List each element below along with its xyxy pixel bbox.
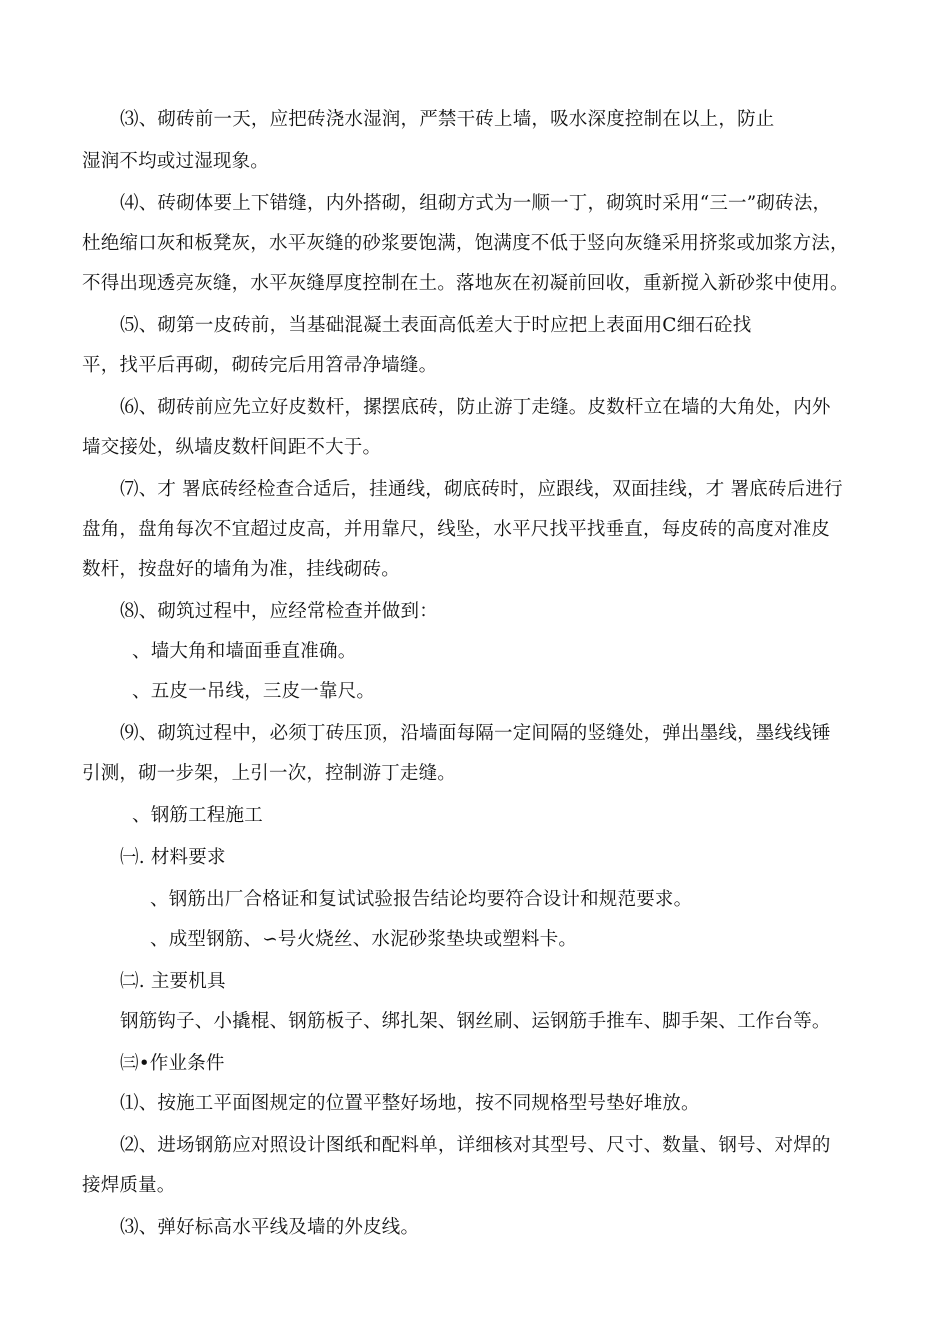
conditions-item-1: ⑴、按施工平面图规定的位置平整好场地，按不同规格型号垫好堆放。 (120, 1093, 700, 1114)
subheading-materials: ㈠. 材料要求 (120, 847, 226, 868)
paragraph-8-item-2: 、五皮一吊线，三皮一靠尺。 (132, 681, 376, 702)
conditions-item-3: ⑶、弹好标高水平线及墙的外皮线。 (120, 1217, 420, 1238)
paragraph-4-line-2: 杜绝缩口灰和板凳灰，水平灰缝的砂浆要饱满，饱满度不低于竖向灰缝采用挤浆或加浆方法， (82, 233, 849, 254)
materials-item-1: 、钢筋出厂合格证和复试试验报告结论均要符合设计和规范要求。 (150, 889, 693, 910)
paragraph-5-line-2: 平，找平后再砌，砌砖完后用笤帚净墙缝。 (82, 355, 438, 376)
section-heading-rebar: 、钢筋工程施工 (132, 805, 263, 826)
subheading-tools: ㈡. 主要机具 (120, 971, 226, 992)
paragraph-6-line-2: 墙交接处，纵墙皮数杆间距不大于。 (82, 437, 382, 458)
paragraph-7-line-2: 盘角，盘角每次不宜超过皮高，并用靠尺，线坠，水平尺找平找垂直，每皮砖的高度对准皮 (82, 519, 831, 540)
paragraph-7-line-1: ⑺、才 署底砖经检查合适后，挂通线，砌底砖时，应跟线，双面挂线，才 署底砖后进行 (120, 479, 843, 500)
subheading-conditions: ㈢•作业条件 (120, 1053, 225, 1074)
conditions-item-2-line-2: 接焊质量。 (82, 1175, 176, 1196)
paragraph-9-line-2: 引测，砌一步架，上引一次，控制游丁走缝。 (82, 763, 457, 784)
paragraph-3-line-1: ⑶、砌砖前一天，应把砖浇水湿润，严禁干砖上墙，吸水深度控制在以上，防止 (120, 109, 775, 130)
materials-item-2: 、成型钢筋、∽号火烧丝、水泥砂浆垫块或塑料卡。 (150, 929, 578, 950)
paragraph-7-line-3: 数杆，按盘好的墙角为准，挂线砌砖。 (82, 559, 400, 580)
tools-list: 钢筋钩子、小撬棍、钢筋板子、绑扎架、钢丝刷、运钢筋手推车、脚手架、工作台等。 (120, 1011, 831, 1032)
conditions-item-2-line-1: ⑵、进场钢筋应对照设计图纸和配料单，详细核对其型号、尺寸、数量、钢号、对焊的 (120, 1135, 831, 1156)
paragraph-8-line-1: ⑻、砌筑过程中，应经常检查并做到： (120, 601, 438, 622)
paragraph-3-line-2: 湿润不均或过湿现象。 (82, 151, 270, 172)
paragraph-4-line-1: ⑷、砖砌体要上下错缝，内外搭砌，组砌方式为一顺一丁，砌筑时采用“三一”砌砖法， (120, 193, 832, 214)
paragraph-8-item-1: 、墙大角和墙面垂直准确。 (132, 641, 357, 662)
paragraph-6-line-1: ⑹、砌砖前应先立好皮数杆，摞摆底砖，防止游丁走缝。皮数杆立在墙的大角处，内外 (120, 397, 831, 418)
paragraph-5-line-1: ⑸、砌第一皮砖前，当基础混凝土表面高低差大于时应把上表面用C细石砼找 (120, 315, 752, 336)
paragraph-9-line-1: ⑼、砌筑过程中，必须丁砖压顶，沿墙面每隔一定间隔的竖缝处，弹出墨线，墨线线锤 (120, 723, 831, 744)
paragraph-4-line-3: 不得出现透亮灰缝，水平灰缝厚度控制在土。落地灰在初凝前回收，重新搅入新砂浆中使用。 (82, 273, 849, 294)
